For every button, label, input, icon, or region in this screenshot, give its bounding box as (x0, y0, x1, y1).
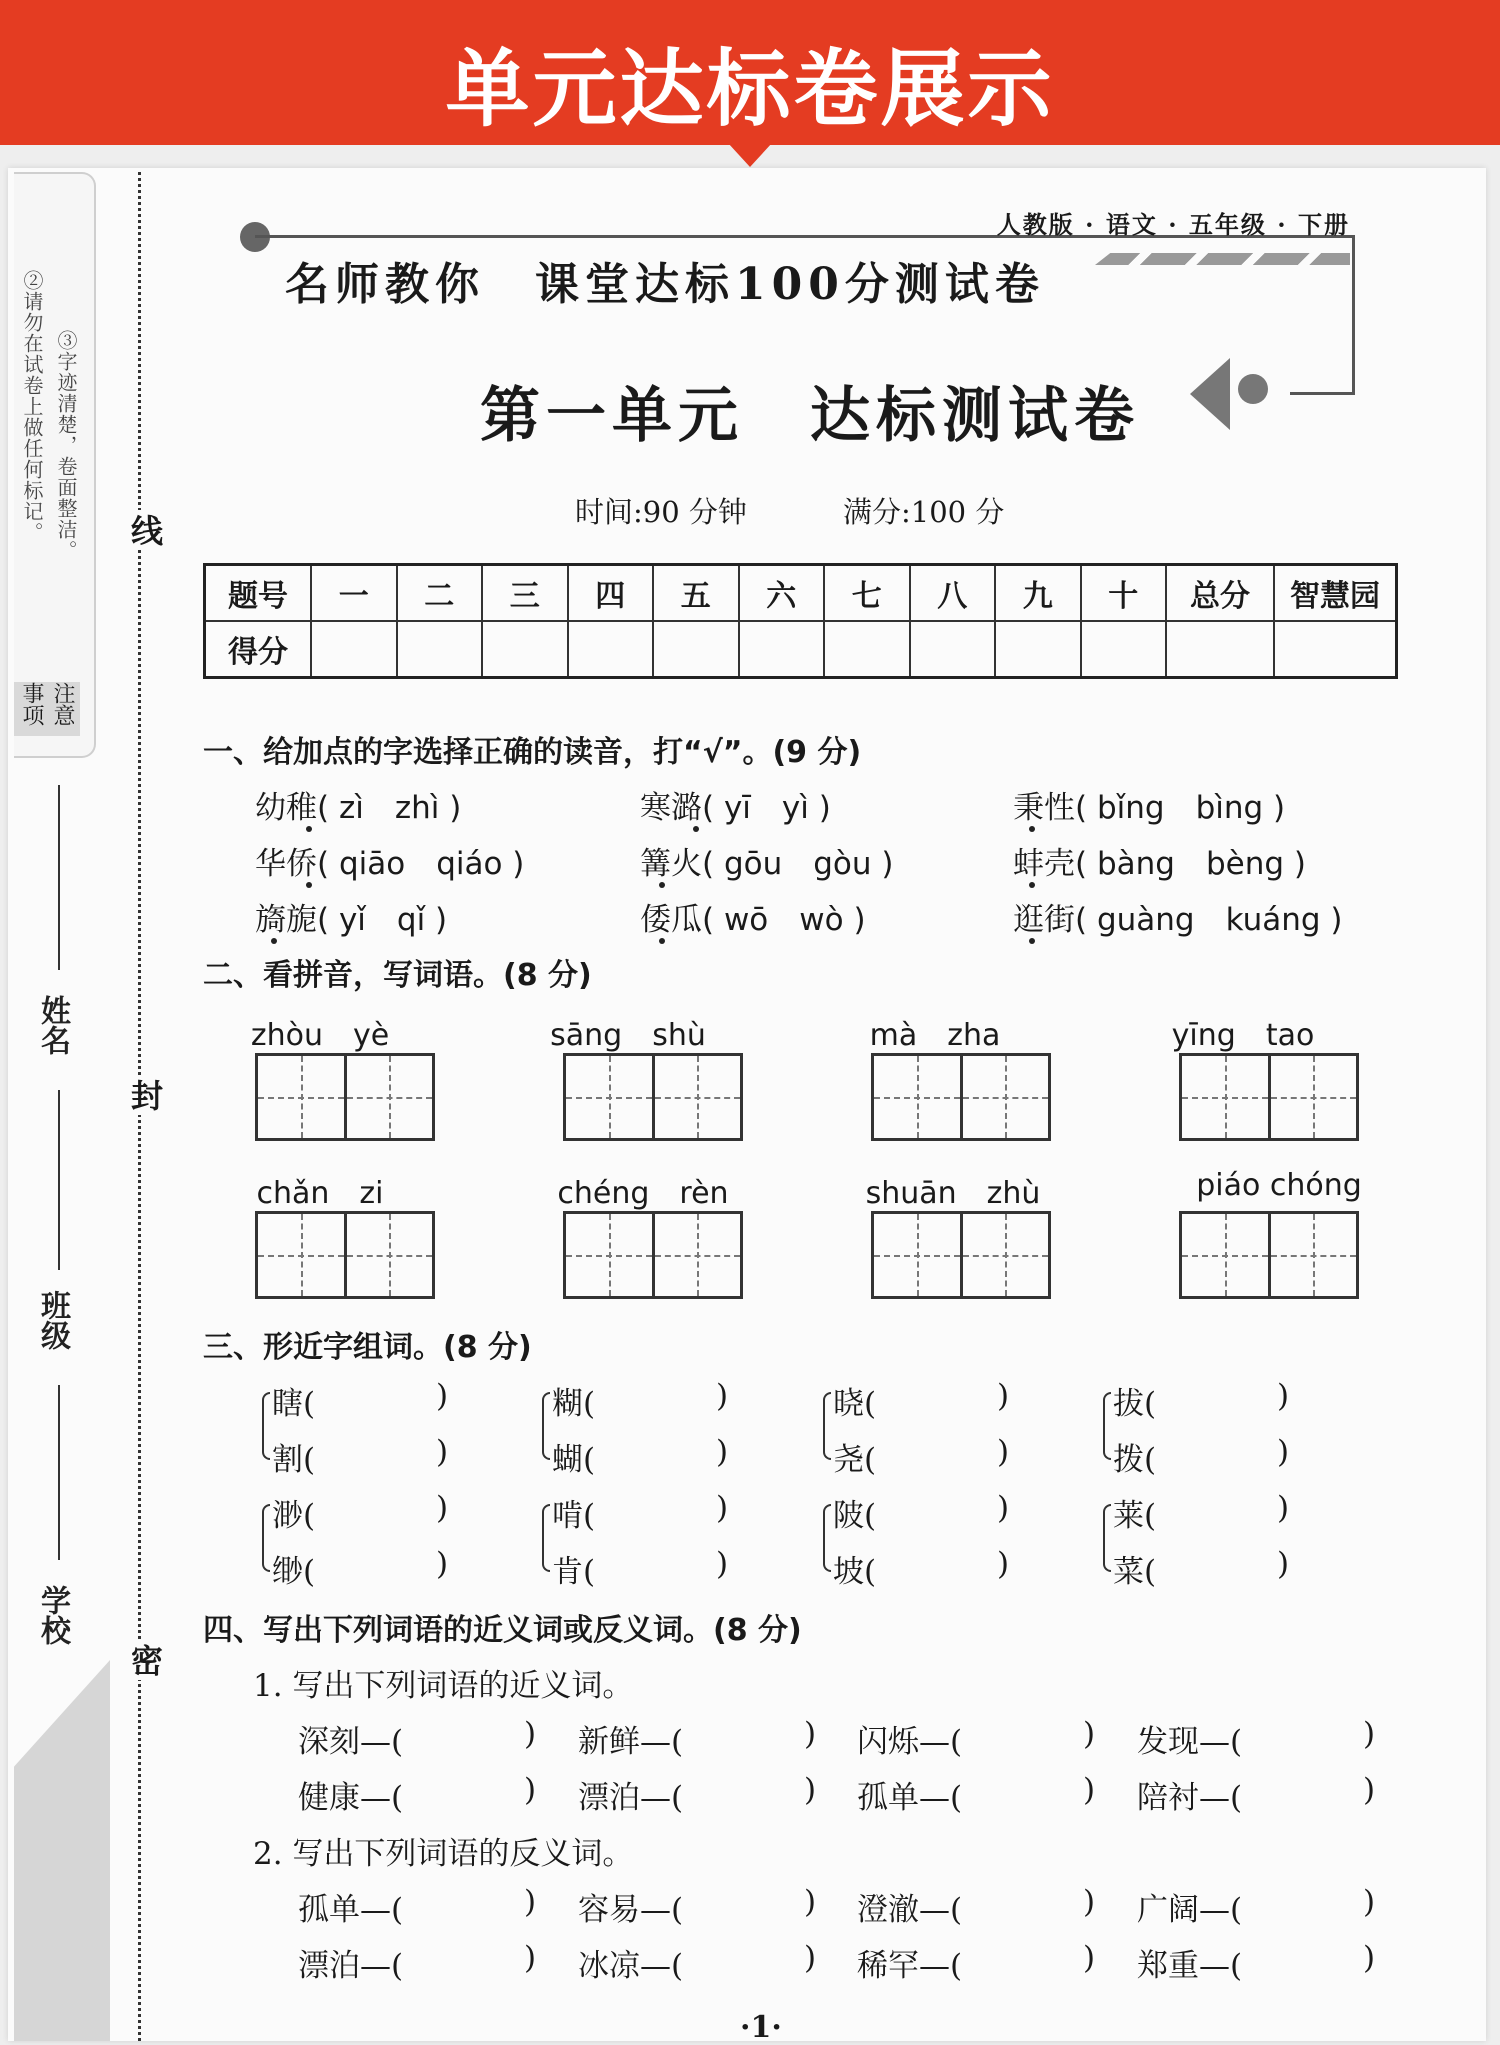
score-cell: 二 (397, 565, 483, 622)
word-item[interactable]: 新鲜—( (578, 1724, 684, 1760)
close-paren: ) (804, 1772, 817, 1808)
seal-mark-line: 线 (122, 510, 168, 550)
score-header-row (205, 565, 1397, 622)
name-label: 姓名 (35, 995, 70, 1055)
score-table (203, 563, 1398, 679)
header-bracket-end (1290, 392, 1355, 395)
close-paren: ) (524, 1884, 537, 1920)
section-3-title: 三、形近字组词。(8 分) (203, 1330, 532, 1365)
word-item[interactable]: 漂泊—( (298, 1948, 404, 1984)
pinyin-label: chéng rèn (557, 1176, 729, 1211)
close-paren: ) (436, 1546, 449, 1582)
section-4-title: 四、写出下列词语的近义词或反义词。(8 分) (203, 1613, 802, 1648)
pair-brace (542, 1392, 550, 1460)
pair-brace (1103, 1392, 1111, 1460)
emphasis-dot (659, 938, 665, 944)
score-blank[interactable] (910, 621, 996, 678)
word-item[interactable]: 孤单—( (298, 1892, 404, 1928)
score-blank[interactable] (311, 621, 397, 678)
emphasis-dot (271, 938, 277, 944)
close-paren: ) (1083, 1716, 1096, 1752)
close-paren: ) (716, 1378, 729, 1414)
word-item[interactable]: 发现—( (1137, 1724, 1243, 1760)
score-blank[interactable] (824, 621, 910, 678)
score-blank[interactable] (653, 621, 739, 678)
score-blank[interactable] (568, 621, 654, 678)
reading-item[interactable]: 篝火( gōu gòu ) (640, 846, 894, 882)
score-cell: 总分 (1166, 565, 1274, 622)
edition-label: 人教版 · 语文 · 五年级 · 下册 (996, 210, 1350, 239)
reading-item[interactable]: 倭瓜( wō wò ) (640, 902, 866, 938)
writing-grid[interactable] (563, 1053, 743, 1141)
close-paren: ) (1277, 1434, 1290, 1470)
reading-item[interactable]: 旖旎( yǐ qǐ ) (255, 902, 448, 938)
close-paren: ) (997, 1490, 1010, 1526)
score-cell: 五 (653, 565, 739, 622)
close-paren: ) (716, 1546, 729, 1582)
close-paren: ) (524, 1716, 537, 1752)
pair-brace (823, 1504, 831, 1572)
pair-brace (1103, 1504, 1111, 1572)
score-blank[interactable] (397, 621, 483, 678)
close-paren: ) (1083, 1772, 1096, 1808)
score-cell: 六 (739, 565, 825, 622)
writing-grid[interactable] (255, 1053, 435, 1141)
reading-item[interactable]: 逛街( guàng kuáng ) (1013, 902, 1343, 938)
reading-item[interactable]: 华侨( qiāo qiáo ) (255, 846, 525, 882)
pair-brace (262, 1504, 270, 1572)
banner-title: 单元达标卷展示 (445, 40, 1055, 138)
score-cell: 七 (824, 565, 910, 622)
word-item[interactable]: 容易—( (578, 1892, 684, 1928)
pinyin-label: shuān zhù (865, 1176, 1041, 1211)
close-paren: ) (1277, 1490, 1290, 1526)
pair-brace (262, 1392, 270, 1460)
section-1-title: 一、给加点的字选择正确的读音，打“√”。(9 分) (203, 735, 862, 770)
banner-notch (728, 143, 772, 167)
emphasis-dot (693, 826, 699, 832)
close-paren: ) (1363, 1884, 1376, 1920)
close-paren: ) (716, 1434, 729, 1470)
pair-brace (823, 1392, 831, 1460)
arrow-dot (1238, 374, 1268, 404)
score-cell: 得分 (205, 621, 312, 678)
emphasis-dot (306, 826, 312, 832)
seal-mark-secret: 密 (122, 1640, 168, 1680)
close-paren: ) (436, 1490, 449, 1526)
close-paren: ) (997, 1546, 1010, 1582)
score-cell: 八 (910, 565, 996, 622)
close-paren: ) (804, 1884, 817, 1920)
header-bracket (1352, 237, 1355, 395)
char-item[interactable]: 瞎( (272, 1386, 316, 1422)
char-item[interactable]: 糊( (552, 1386, 596, 1422)
char-item[interactable]: 肯( (552, 1554, 596, 1590)
score-blank[interactable] (1166, 621, 1274, 678)
close-paren: ) (804, 1940, 817, 1976)
score-blank[interactable] (1274, 621, 1397, 678)
page-title: 第一单元 达标测试卷 (480, 381, 1140, 451)
notice-label: 注意事项 (14, 682, 80, 736)
word-item[interactable]: 深刻—( (298, 1724, 404, 1760)
seal-mark-seal: 封 (122, 1075, 168, 1115)
word-item[interactable]: 孤单—( (857, 1780, 963, 1816)
section-2-title: 二、看拼音，写词语。(8 分) (203, 958, 592, 993)
word-item[interactable]: 漂泊—( (578, 1780, 684, 1816)
word-item[interactable]: 广阔—( (1137, 1892, 1243, 1928)
char-item[interactable]: 拨( (1113, 1442, 1157, 1478)
score-value-row (205, 621, 1397, 678)
char-item[interactable]: 啃( (552, 1498, 596, 1534)
close-paren: ) (1363, 1940, 1376, 1976)
char-item[interactable]: 晓( (833, 1386, 877, 1422)
score-cell: 题号 (205, 565, 312, 622)
char-item[interactable]: 尧( (833, 1442, 877, 1478)
banner (0, 0, 1500, 145)
close-paren: ) (436, 1434, 449, 1470)
pinyin-label: yīng tao (1171, 1018, 1315, 1053)
writing-grid[interactable] (871, 1211, 1051, 1299)
class-label: 班级 (35, 1290, 70, 1350)
close-paren: ) (804, 1716, 817, 1752)
word-item[interactable]: 稀罕—( (857, 1948, 963, 1984)
full-score: 满分:100 分 (843, 495, 1005, 529)
word-item[interactable]: 陪衬—( (1137, 1780, 1243, 1816)
char-item[interactable]: 坡( (833, 1554, 877, 1590)
close-paren: ) (1277, 1378, 1290, 1414)
score-blank[interactable] (995, 621, 1081, 678)
close-paren: ) (436, 1378, 449, 1414)
char-item[interactable]: 渺( (272, 1498, 316, 1534)
char-item[interactable]: 陂( (833, 1498, 877, 1534)
subsection-synonyms: 1. 写出下列词语的近义词。 (253, 1668, 634, 1704)
emphasis-dot (306, 882, 312, 888)
score-blank[interactable] (739, 621, 825, 678)
char-item[interactable]: 拔( (1113, 1386, 1157, 1422)
word-item[interactable]: 澄澈—( (857, 1892, 963, 1928)
word-item[interactable]: 冰凉—( (578, 1948, 684, 1984)
pinyin-label: sāng shù (550, 1018, 706, 1053)
close-paren: ) (1083, 1940, 1096, 1976)
emphasis-dot (1029, 826, 1035, 832)
close-paren: ) (997, 1378, 1010, 1414)
close-paren: ) (524, 1940, 537, 1976)
writing-grid[interactable] (1179, 1211, 1359, 1299)
reading-item[interactable]: 秉性( bǐng bìng ) (1013, 790, 1286, 826)
close-paren: ) (1277, 1546, 1290, 1582)
time-limit: 时间:90 分钟 (575, 495, 747, 529)
word-item[interactable]: 闪烁—( (857, 1724, 963, 1760)
emphasis-dot (1029, 882, 1035, 888)
school-line (58, 1385, 60, 1560)
pinyin-label: chǎn zi (256, 1176, 384, 1211)
writing-grid[interactable] (871, 1053, 1051, 1141)
class-line (58, 1090, 60, 1270)
page-number: ·1· (740, 2010, 782, 2045)
close-paren: ) (524, 1772, 537, 1808)
writing-grid[interactable] (255, 1211, 435, 1299)
school-label: 学校 (35, 1585, 70, 1645)
score-cell: 九 (995, 565, 1081, 622)
close-paren: ) (1363, 1716, 1376, 1752)
close-paren: ) (1083, 1884, 1096, 1920)
notice-text-2: ③字迹清楚，卷面整洁。 (54, 330, 78, 561)
pinyin-label: zhòu yè (250, 1018, 390, 1053)
score-blank[interactable] (482, 621, 568, 678)
pair-brace (542, 1504, 550, 1572)
notice-text-1: ②请勿在试卷上做任何标记。 (20, 270, 44, 543)
score-cell: 一 (311, 565, 397, 622)
emphasis-dot (1029, 938, 1035, 944)
writing-grid[interactable] (1179, 1053, 1359, 1141)
close-paren: ) (997, 1434, 1010, 1470)
close-paren: ) (716, 1490, 729, 1526)
char-item[interactable]: 缈( (272, 1554, 316, 1590)
word-item[interactable]: 郑重—( (1137, 1948, 1243, 1984)
char-item[interactable]: 割( (272, 1442, 316, 1478)
reading-item[interactable]: 寒潞( yī yì ) (640, 790, 831, 826)
score-cell: 三 (482, 565, 568, 622)
reading-item[interactable]: 幼稚( zì zhì ) (255, 790, 462, 826)
name-line (58, 785, 60, 970)
score-cell: 十 (1081, 565, 1167, 622)
char-item[interactable]: 莱( (1113, 1498, 1157, 1534)
pinyin-label: piáo chóng (1196, 1168, 1362, 1203)
close-paren: ) (1363, 1772, 1376, 1808)
writing-grid[interactable] (563, 1211, 743, 1299)
score-blank[interactable] (1081, 621, 1167, 678)
reading-item[interactable]: 蚌壳( bàng bèng ) (1013, 846, 1306, 882)
emphasis-dot (659, 882, 665, 888)
char-item[interactable]: 菜( (1113, 1554, 1157, 1590)
arrow-decoration (1190, 358, 1230, 430)
subsection-antonyms: 2. 写出下列词语的反义词。 (253, 1836, 634, 1872)
stripe-decoration (1095, 253, 1350, 265)
series-title: 名师教你 课堂达标100分测试卷 (285, 259, 1045, 310)
score-cell: 智慧园 (1274, 565, 1397, 622)
pinyin-label: mà zha (869, 1018, 1001, 1053)
word-item[interactable]: 健康—( (298, 1780, 404, 1816)
score-cell: 四 (568, 565, 654, 622)
char-item[interactable]: 蝴( (552, 1442, 596, 1478)
